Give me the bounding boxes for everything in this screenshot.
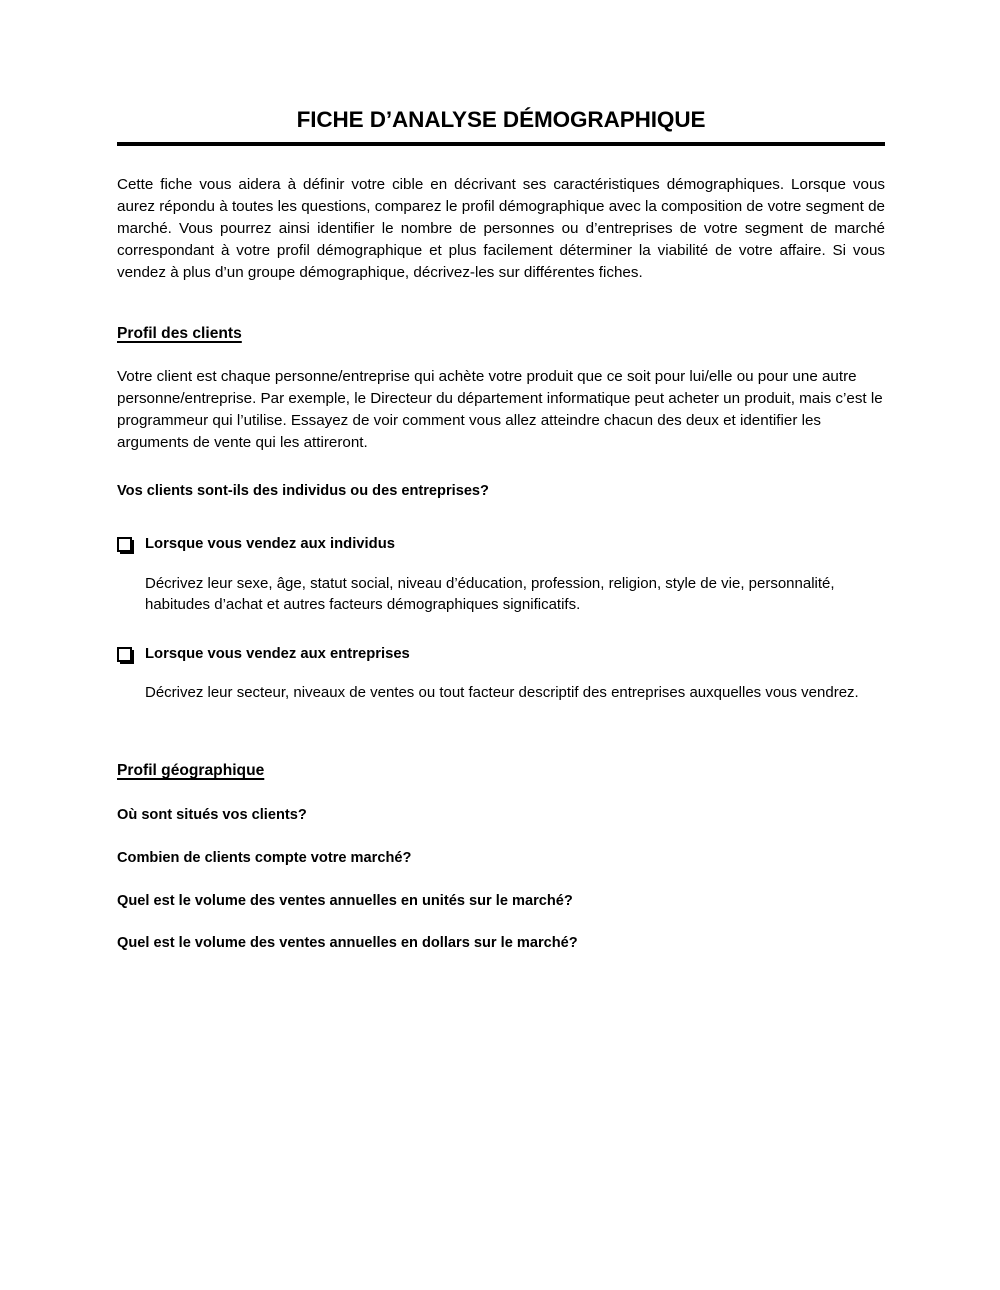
page-title: FICHE D’ANALYSE DÉMOGRAPHIQUE: [296, 107, 706, 132]
geographic-heading-wrap: [117, 704, 885, 780]
section-heading-clients: Profil des clients: [117, 324, 242, 342]
checkbox-item-individus[interactable]: [117, 501, 885, 554]
geographic-question: Quel est le volume des ventes annuelles en dollars sur le marché?: [117, 935, 578, 952]
checkbox-item-description: Décrivez leur sexe, âge, statut social, niveau d’éducation, profession, religion, style de vie, personnalité, habitudes d’achat et autres facteurs démographiques significatifs.: [145, 574, 835, 614]
checkbox-item-description: Décrivez leur secteur, niveaux de ventes ou tout facteur descriptif des entreprises auxquelles vous vendrez.: [145, 684, 859, 702]
checkbox-empty-icon[interactable]: [117, 537, 134, 554]
intro-paragraph: Cette fiche vous aidera à définir votre cible en décrivant ses caractéristiques démographiques. Lorsque vous aurez répondu à toutes les questions, comparez le profil démographique avec la composition de votre segment de marché. Vous pourrez ainsi identifier le nombre de personnes ou d’entreprises de votre segment de marché correspondant à votre profil démographique et plus facilement déterminer la viabilité de votre affaire. Si vous vendez à plus d’un groupe démographique, décrivez-les sur différentes fiches.: [117, 176, 885, 281]
checkbox-item-label: Lorsque vous vendez aux entreprises: [145, 646, 410, 663]
geographic-question: Quel est le volume des ventes annuelles en unités sur le marché?: [117, 892, 573, 909]
clients-question-wrap: [117, 454, 885, 502]
clients-question: Vos clients sont-ils des individus ou des entreprises?: [117, 482, 489, 499]
checkbox-empty-icon[interactable]: [117, 647, 134, 664]
document-content: [117, 0, 885, 954]
checkbox-item-entreprises[interactable]: [117, 616, 885, 664]
clients-heading-wrap: [117, 284, 885, 343]
clients-paragraph: Votre client est chaque personne/entreprise qui achète votre produit que ce soit pour lui/elle ou pour une autre personne/entreprise. Par exemple, le Directeur du département informatique peut acheter un produit, mais c’est le programmeur qui l’utilise. Essayez de voir comment vous allez atteindre chacun des deux et identifier les arguments de vente qui les attireront.: [117, 367, 883, 451]
section-heading-geographique: Profil géographique: [117, 762, 265, 780]
checkbox-item-label: Lorsque vous vendez aux individus: [145, 536, 395, 553]
geographic-question: Combien de clients compte votre marché?: [117, 849, 412, 866]
geographic-question: Où sont situés vos clients?: [117, 807, 307, 824]
